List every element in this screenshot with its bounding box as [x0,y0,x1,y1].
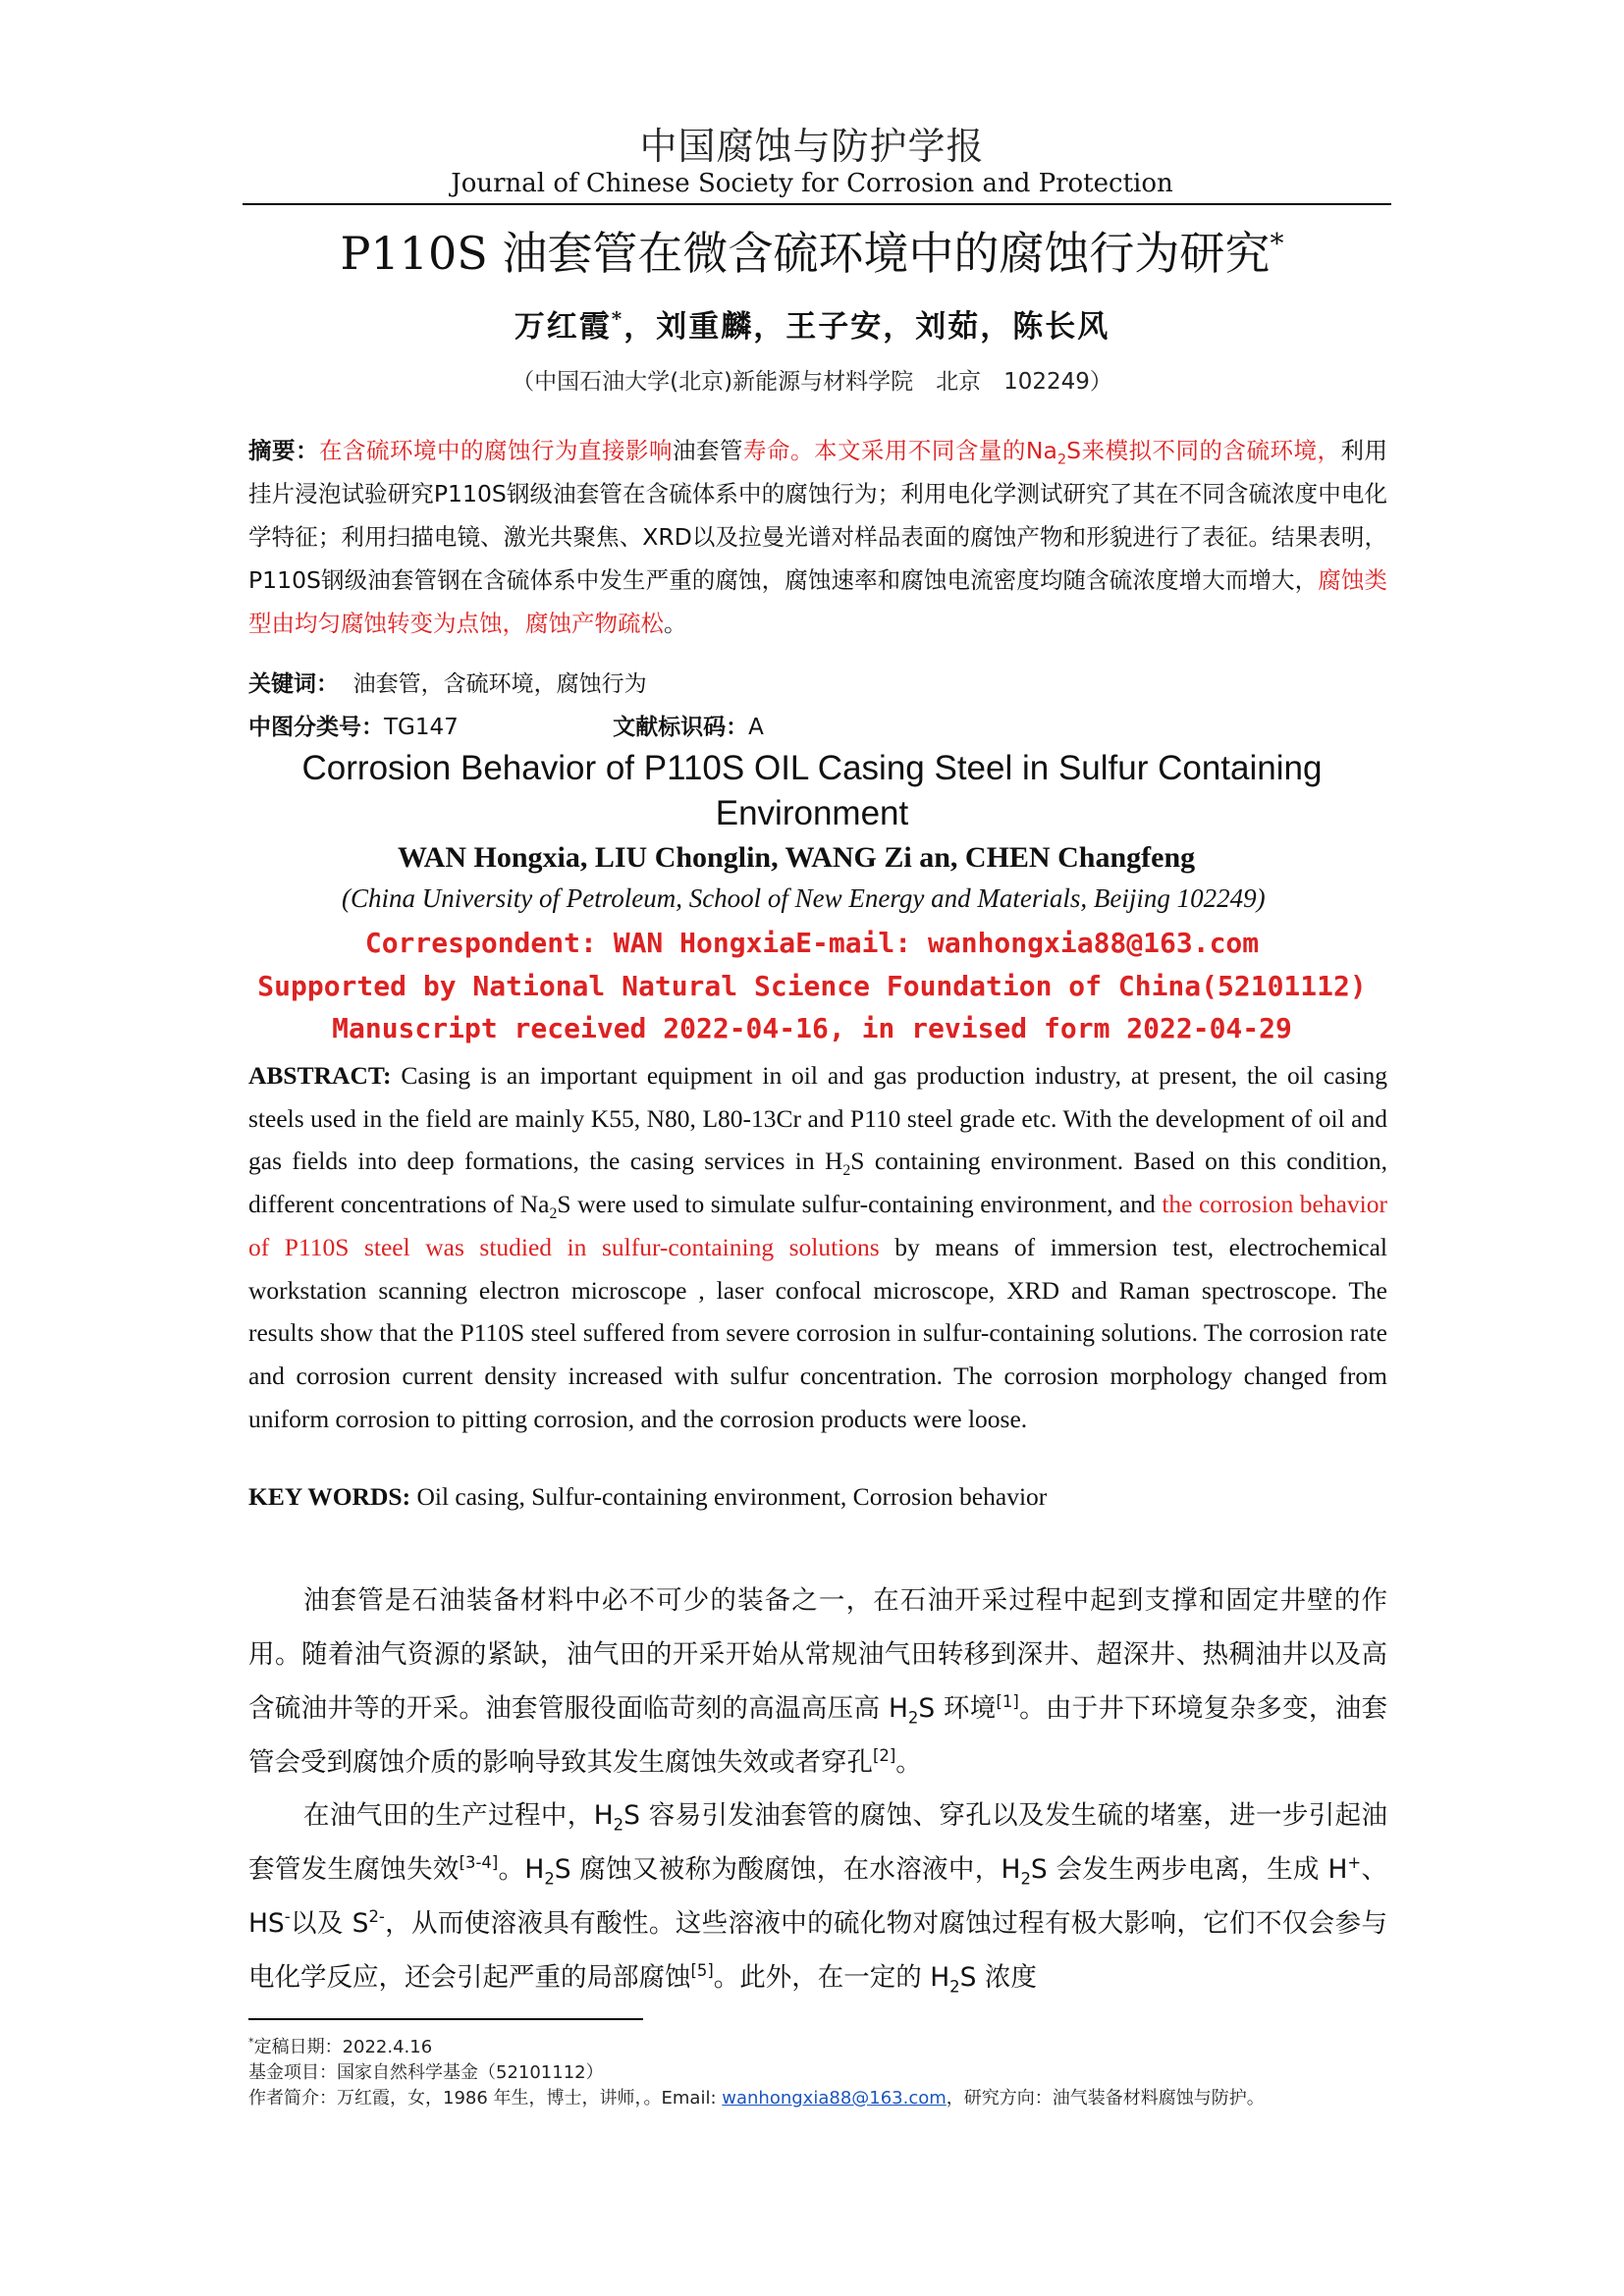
footnote-author-pre: 作者简介：万红霞，女，1986 年生，博士，讲师，。Email: [248,2088,723,2109]
article-title-en [0,746,1624,836]
footnote-star: * [248,2036,254,2049]
journal-title-en: Journal of Chinese Society for Corrosion and Protection [451,169,1173,198]
abstract-en-sub-2: 2 [549,1205,558,1223]
abstract-zh-red-1: 在含硫环境中的腐蚀行为直接影响 [319,437,673,464]
body-paragraph-2 [248,1789,1387,2004]
footnote-email-link[interactable]: wanhongxia88@163.com [722,2088,947,2109]
doc-code-value: A [748,715,764,740]
p2-sup-2: - [284,1907,291,1927]
keywords-en-value: Oil casing, Sulfur-containing environment, Corrosion behavior [416,1482,1048,1511]
p2-text-e: S 会发生两步电离，生成 H [1030,1854,1348,1885]
footnotes [248,2035,1387,2111]
abstract-zh-sub: 2 [1056,451,1067,468]
authors-zh [0,301,1624,346]
p2-sup-3: 2- [368,1907,385,1927]
abstract-en-red: the corrosion behavior of P110S steel was studied in sulfur-containing solutions [248,1190,1387,1261]
supported-line: Supported by National Natural Science Foundation of China(52101112) [257,970,1367,1002]
p2-sub-2: 2 [544,1869,555,1889]
affiliation-zh: （中国石油大学(北京)新能源与材料学院 北京 102249） [512,369,1112,395]
affiliation-en: (China University of Petroleum, School of New Energy and Materials, Beijing 102249) [342,883,1266,913]
article-title-text: P110S 油套管在微含硫环境中的腐蚀行为研究 [340,227,1271,280]
keywords-zh [248,666,1387,698]
footnote-date-text: 定稿日期：2022.4.16 [253,2037,433,2057]
footnote-author-post: ，研究方向：油气装备材料腐蚀与防护。 [946,2088,1265,2109]
keywords-en-label: KEY WORDS: [248,1482,411,1511]
body-paragraph-1 [248,1574,1387,1789]
abstract-zh-black-2: 利用挂片浸泡试验研究P110S钢级油套管在含硫体系中的腐蚀行为；利用电化学测试研究了其在不同含硫浓度中电化学特征；利用扫描电镜、激光共聚焦、XRD以及拉曼光谱对样品表面的腐蚀产物和形貌进行了表征。结果表明，P110S钢级油套管钢在含硫体系中发生严重的腐蚀，腐蚀速率和腐蚀电流密度均随含硫浓度增大而增大， [248,437,1388,594]
abstract-zh-label: 摘要： [248,437,319,464]
first-author-zh: 万红霞 [514,309,612,345]
keywords-zh-label: 关键词： [248,671,339,697]
abstract-zh-black-1: 油套管 [672,437,743,464]
abstract-en-sub-1: 2 [842,1162,851,1180]
p2-text-f: 、HS [248,1854,1387,1939]
abstract-zh-black-3: 。 [664,610,687,637]
classification-label: 中图分类号： [248,715,384,740]
abstract-en-text-1: Casing is an important equipment in oil and gas production industry, at present, the oil casing steels used in the field are mainly K55, N80, L80-13Cr and P110 steel grade etc. With the development of oil and gas fields into deep formations, the casing services in H [248,1061,1387,1176]
p2-text-i: 。此外，在一定的 H [713,1962,950,1993]
p1-text-a: 油套管是石油装备材料中必不可少的装备之一，在石油开采过程中起到支撑和固定井壁的作用。随着油气资源的紧缺，油气田的开采开始从常规油气田转移到深井、超深井、热稠油井以及高含硫油井等的开采。油套管服役面临苛刻的高温高压高 H [248,1585,1387,1724]
p1-text-c: 。由于井下环境复杂多变，油套管会受到腐蚀介质的影响导致其发生腐蚀失效或者穿孔 [248,1693,1388,1778]
abstract-zh-red-3: S来模拟不同的含硫环境， [1066,437,1341,464]
abstract-zh [248,429,1387,645]
footnote-rule [248,2018,643,2020]
authors-en: WAN Hongxia, LIU Chonglin, WANG Zi an, CHEN Changfeng [398,841,1196,874]
p2-sub-1: 2 [613,1815,624,1835]
ref-3-4: [3-4] [459,1853,499,1873]
footnote-date [248,2035,1387,2060]
p2-sup-1: + [1347,1853,1362,1873]
abstract-en-text-2: S containing environment. Based on this condition, different concentrations of Na [248,1147,1387,1219]
p1-text-d: 。 [895,1747,922,1778]
p2-sub-3: 2 [1020,1869,1031,1889]
classification-value: TG147 [384,715,459,740]
p2-text-j: S 浓度 [959,1962,1037,1993]
classification [248,709,1387,741]
ref-2: [2] [873,1746,896,1766]
footnote-author [248,2086,1387,2111]
manuscript-line: Manuscript received 2022-04-16, in revised form 2022-04-29 [332,1012,1292,1044]
title-footnote-mark: * [1270,227,1284,260]
p2-text-c: 。H [498,1854,545,1885]
doc-code-label: 文献标识码： [613,715,749,740]
title-en-line-2: Environment [715,794,909,832]
author-star: * [611,306,624,331]
abstract-en [248,1054,1387,1440]
p2-text-d: S 腐蚀又被称为酸腐蚀，在水溶液中，H [554,1854,1021,1885]
correspondent-line: Correspondent: WAN HongxiaE-mail: wanhongxia88@163.com [364,927,1260,959]
p2-text-b: S 容易引发油套管的腐蚀、穿孔以及发生硫的堵塞，进一步引起油套管发生腐蚀失效 [248,1800,1387,1885]
article-title-zh [0,218,1624,283]
abstract-en-text-4: by means of immersion test, electrochemical workstation scanning electron microscope , laser confocal microscope, XRD and Raman spectroscope. The results show that the P110S steel suffered from severe corrosion in sulfur-containing solutions. The corrosion rate and corrosion current density increased with sulfur concentration. The corrosion morphology changed from uniform corrosion to pitting corrosion, and the corrosion products were loose. [248,1232,1387,1433]
keywords-zh-value: 油套管，含硫环境，腐蚀行为 [352,671,647,697]
p2-text-g: 以及 S [290,1908,369,1939]
ref-5: [5] [690,1961,714,1981]
abstract-en-label: ABSTRACT: [248,1061,392,1090]
other-authors-zh: ，刘重麟，王子安，刘茹，陈长风 [623,309,1110,345]
p2-text-a: 在油气田的生产过程中，H [303,1800,614,1831]
ref-1: [1] [996,1692,1019,1712]
abstract-zh-red-4: 腐蚀类型由均匀腐蚀转变为点蚀，腐蚀产物疏松 [248,566,1388,637]
footnote-fund: 基金项目：国家自然科学基金（52101112） [248,2062,604,2083]
keywords-en [248,1482,1387,1512]
p2-text-h: ，从而使溶液具有酸性。这些溶液中的硫化物对腐蚀过程有极大影响，它们不仅会参与电化学反应，还会引起严重的局部腐蚀 [248,1908,1388,1993]
journal-title-zh: 中国腐蚀与防护学报 [639,125,985,168]
title-en-line-1: Corrosion Behavior of P110S OIL Casing Steel in Sulfur Containing [301,749,1323,787]
p2-sub-4: 2 [949,1977,960,1997]
abstract-zh-red-2: 寿命。本文采用不同含量的Na [742,437,1057,464]
p1-sub: 2 [907,1708,919,1728]
header-rule [243,203,1391,205]
abstract-en-text-3: S were used to simulate sulfur-containing environment, and [557,1190,1163,1219]
p1-text-b: S 环境 [918,1693,997,1724]
